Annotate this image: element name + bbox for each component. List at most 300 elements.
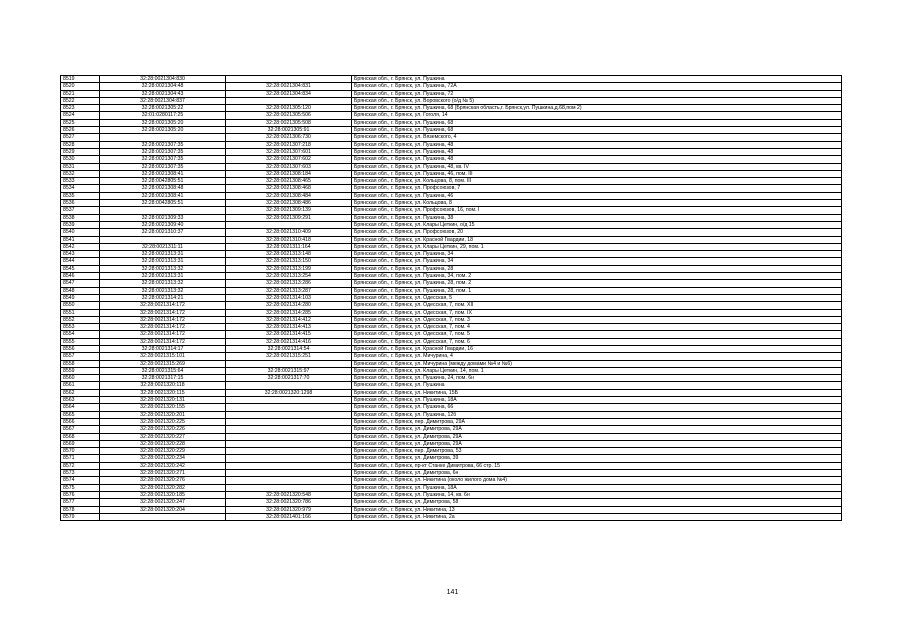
- row-number-cell: 8571: [61, 455, 100, 462]
- address-cell: Брянская обл., г. Брянск, ул. Кольцова, 8, пом. III: [352, 178, 842, 185]
- address-cell: Брянская обл., г. Брянск, ул. Пушкина, 28: [352, 265, 842, 272]
- cadastral-number-cell: 32:28:0021314:17: [100, 345, 226, 352]
- object-cadastral-number-cell: [226, 418, 352, 425]
- table-row: [61, 418, 842, 425]
- object-cadastral-number-cell: 32:28:0021305:508: [226, 119, 352, 126]
- row-number-cell: 8573: [61, 470, 100, 477]
- address-cell: Брянская обл., г. Брянск, ул. Одесская, 5: [352, 294, 842, 301]
- cadastral-number-cell: [100, 513, 226, 520]
- cadastral-number-cell: 32:28:0021313:31: [100, 258, 226, 265]
- row-number-cell: 8524: [61, 112, 100, 119]
- cadastral-number-cell: 32:28:0021314:172: [100, 338, 226, 345]
- address-cell: Брянская обл., г. Брянск, ул. Димитрова, 6н: [352, 470, 842, 477]
- row-number-cell: 8527: [61, 134, 100, 141]
- table-row: [61, 484, 842, 491]
- row-number-cell: 8566: [61, 418, 100, 425]
- object-cadastral-number-cell: 32:28:0021313:150: [226, 258, 352, 265]
- object-cadastral-number-cell: 32:28:0021308:468: [226, 185, 352, 192]
- table-row: [61, 265, 842, 272]
- table-row: [61, 185, 842, 192]
- address-cell: Брянская обл., г. Брянск, ул. Никитина, 13: [352, 506, 842, 513]
- cadastral-number-cell: 32:28:0021311:11: [100, 243, 226, 250]
- cadastral-number-cell: 32:28:0021307:35: [100, 148, 226, 155]
- cadastral-number-cell: 32:28:0021320:229: [100, 448, 226, 455]
- object-cadastral-number-cell: [226, 404, 352, 411]
- address-cell: Брянская обл., г. Брянск, ул. Димитрова, 29А: [352, 433, 842, 440]
- row-number-cell: 8572: [61, 462, 100, 469]
- row-number-cell: 8545: [61, 265, 100, 272]
- table-row: [61, 440, 842, 447]
- address-cell: Брянская обл., г. Брянск, ул. Пушкина, 24, пом. 6н: [352, 375, 842, 382]
- object-cadastral-number-cell: 32:28:0021307:601: [226, 148, 352, 155]
- cadastral-number-cell: 32:28:0021313:32: [100, 280, 226, 287]
- object-cadastral-number-cell: [226, 97, 352, 104]
- cadastral-number-cell: 32:01:0280117:25: [100, 112, 226, 119]
- cadastral-number-cell: 32:28:0021320:227: [100, 433, 226, 440]
- address-cell: Брянская обл., г. Брянск, ул. Пушкина, 66: [352, 404, 842, 411]
- row-number-cell: 8555: [61, 338, 100, 345]
- table-row: [61, 156, 842, 163]
- address-cell: Брянская обл., г. Брянск, ул. Пушкина, 12б: [352, 411, 842, 418]
- address-cell: Брянская обл., г. Брянск, ул. Профсоюзов, 20: [352, 229, 842, 236]
- cadastral-number-cell: 32:28:0021314:172: [100, 309, 226, 316]
- table-row: [61, 382, 842, 389]
- address-cell: Брянская обл., г. Брянск, ул. Пушкина, 38: [352, 214, 842, 221]
- table-row: [61, 258, 842, 265]
- object-cadastral-number-cell: 32:28:0021320:979: [226, 506, 352, 513]
- cadastral-number-cell: 32:28:0021315:64: [100, 367, 226, 374]
- object-cadastral-number-cell: [226, 455, 352, 462]
- table-row: [61, 251, 842, 258]
- object-cadastral-number-cell: 32:28:0021320:1298: [226, 389, 352, 396]
- address-cell: Брянская обл., г. Брянск, ул. Клары Цеткин, 14, пом. 1: [352, 367, 842, 374]
- address-cell: Брянская обл., г. Брянск, ул. Одесская, 7, пом. IX: [352, 309, 842, 316]
- address-cell: Брянская обл., г. Брянск, ул. Пушкина, 34, пом. 2: [352, 273, 842, 280]
- row-number-cell: 8528: [61, 141, 100, 148]
- page-number: 141: [446, 589, 459, 596]
- cadastral-number-cell: 32:28:0021314:172: [100, 302, 226, 309]
- table-row: [61, 426, 842, 433]
- address-cell: Брянская обл., г. Брянск, ул. Пушкина, 14, кв. 6н: [352, 491, 842, 498]
- object-cadastral-number-cell: [226, 221, 352, 228]
- object-cadastral-number-cell: [226, 76, 352, 83]
- cadastral-number-cell: 32:28:0021320:118: [100, 382, 226, 389]
- address-cell: Брянская обл., г. Брянск, пер. Димитрова, 29А: [352, 418, 842, 425]
- table-row: [61, 309, 842, 316]
- row-number-cell: 8531: [61, 163, 100, 170]
- object-cadastral-number-cell: 32:28:0021314:54: [226, 345, 352, 352]
- table-row: [61, 367, 842, 374]
- table-row: [61, 148, 842, 155]
- row-number-cell: 8538: [61, 214, 100, 221]
- row-number-cell: 8519: [61, 76, 100, 83]
- table-row: [61, 345, 842, 352]
- cadastral-number-cell: 32:28:0021308:48: [100, 185, 226, 192]
- cadastral-number-cell: 32:28:0021308:41: [100, 170, 226, 177]
- row-number-cell: 8550: [61, 302, 100, 309]
- row-number-cell: 8567: [61, 426, 100, 433]
- table-row: [61, 360, 842, 367]
- table-row: [61, 389, 842, 396]
- address-cell: Брянская обл., г. Брянск, ул. Пушкина, 46, пом. III: [352, 170, 842, 177]
- object-cadastral-number-cell: [226, 440, 352, 447]
- table-row: [61, 236, 842, 243]
- registry-table: [60, 75, 842, 521]
- address-cell: Брянская обл., г. Брянск, ул. Воровского (о/д № 5): [352, 97, 842, 104]
- row-number-cell: 8537: [61, 207, 100, 214]
- table-row: [61, 506, 842, 513]
- object-cadastral-number-cell: 32:28:0021315:97: [226, 367, 352, 374]
- row-number-cell: 8526: [61, 127, 100, 134]
- row-number-cell: 8562: [61, 389, 100, 396]
- cadastral-number-cell: 32:28:0021313:31: [100, 273, 226, 280]
- address-cell: Брянская обл., г. Брянск, ул. Профсоюзов, 7: [352, 185, 842, 192]
- object-cadastral-number-cell: [226, 426, 352, 433]
- address-cell: Брянская обл., г. Брянск, ул. Пушкина, 28, пом. 2: [352, 280, 842, 287]
- cadastral-number-cell: 32:28:0021314:172: [100, 331, 226, 338]
- object-cadastral-number-cell: 32:28:0021308:465: [226, 178, 352, 185]
- object-cadastral-number-cell: [226, 360, 352, 367]
- address-cell: Брянская обл., г. Брянск, ул. Пушкина, 72А: [352, 83, 842, 90]
- row-number-cell: 8543: [61, 251, 100, 258]
- cadastral-number-cell: 32:28:0021305:20: [100, 119, 226, 126]
- address-cell: Брянская обл., г. Брянск, ул. Вяземского, 4: [352, 134, 842, 141]
- row-number-cell: 8546: [61, 273, 100, 280]
- cadastral-number-cell: [100, 236, 226, 243]
- registry-table-body: [61, 76, 842, 521]
- cadastral-number-cell: 32:28:0021320:131: [100, 397, 226, 404]
- table-row: [61, 462, 842, 469]
- address-cell: Брянская обл., г. Брянск, ул. Одесская, 7, пом. 6: [352, 338, 842, 345]
- table-row: [61, 491, 842, 498]
- row-number-cell: 8544: [61, 258, 100, 265]
- address-cell: Брянская обл., г. Брянск, ул. Клары Цеткин, о/д 15: [352, 221, 842, 228]
- address-cell: Брянская обл., г. Брянск, ул. Никитина (около жилого дома №4): [352, 477, 842, 484]
- address-cell: Брянская обл., г. Брянск, ул. Пушкина, 48: [352, 148, 842, 155]
- object-cadastral-number-cell: 32:28:0021306:730: [226, 134, 352, 141]
- object-cadastral-number-cell: [226, 484, 352, 491]
- address-cell: Брянская обл., г. Брянск, ул. Пушкина, 48, кв. IV: [352, 163, 842, 170]
- object-cadastral-number-cell: 32:28:0021305:120: [226, 105, 352, 112]
- table-row: [61, 294, 842, 301]
- cadastral-number-cell: [100, 207, 226, 214]
- table-row: [61, 470, 842, 477]
- table-row: [61, 112, 842, 119]
- address-cell: Брянская обл., г. Брянск, ул. Пушкина, 34: [352, 258, 842, 265]
- object-cadastral-number-cell: 32:28:0021314:413: [226, 324, 352, 331]
- table-row: [61, 127, 842, 134]
- row-number-cell: 8551: [61, 309, 100, 316]
- address-cell: Брянская обл., г. Брянск, ул. Кольцова, 8: [352, 200, 842, 207]
- cadastral-number-cell: 32:28:0021320:204: [100, 506, 226, 513]
- address-cell: Брянская обл., г. Брянск, ул. Пушкина, 28, пом. 1: [352, 287, 842, 294]
- cadastral-number-cell: 32:28:0021320:155: [100, 404, 226, 411]
- cadastral-number-cell: 32:28:0021320:242: [100, 462, 226, 469]
- table-row: [61, 404, 842, 411]
- cadastral-number-cell: 32:28:0021304:43: [100, 90, 226, 97]
- cadastral-number-cell: 32:28:0042805:51: [100, 178, 226, 185]
- table-row: [61, 76, 842, 83]
- row-number-cell: 8563: [61, 397, 100, 404]
- object-cadastral-number-cell: 32:28:0021308:184: [226, 170, 352, 177]
- table-row: [61, 273, 842, 280]
- cadastral-number-cell: 32:28:0021315:269: [100, 360, 226, 367]
- cadastral-number-cell: 32:28:0021320:225: [100, 418, 226, 425]
- table-row: [61, 433, 842, 440]
- row-number-cell: 8522: [61, 97, 100, 104]
- address-cell: Брянская обл., г. Брянск, ул. Пушкина, 68: [352, 127, 842, 134]
- table-row: [61, 200, 842, 207]
- address-cell: Брянская обл., г. Брянск, ул. Профсоюзов, 16, пом. I: [352, 207, 842, 214]
- row-number-cell: 8558: [61, 360, 100, 367]
- cadastral-number-cell: 32:28:0021320:234: [100, 455, 226, 462]
- object-cadastral-number-cell: 32:28:0021314:103: [226, 294, 352, 301]
- object-cadastral-number-cell: 32:28:0021314:285: [226, 309, 352, 316]
- cadastral-number-cell: 32:28:0021307:35: [100, 163, 226, 170]
- table-row: [61, 141, 842, 148]
- row-number-cell: 8521: [61, 90, 100, 97]
- cadastral-number-cell: 32:28:0021314:172: [100, 324, 226, 331]
- object-cadastral-number-cell: 32:28:0021314:416: [226, 338, 352, 345]
- row-number-cell: 8539: [61, 221, 100, 228]
- address-cell: Брянская обл., г. Брянск, ул. Пушкина: [352, 76, 842, 83]
- address-cell: Брянская обл., г. Брянск, ул. Одесская, 7, пом. 5: [352, 331, 842, 338]
- row-number-cell: 8565: [61, 411, 100, 418]
- cadastral-number-cell: 32:28:0021304:837: [100, 97, 226, 104]
- row-number-cell: 8556: [61, 345, 100, 352]
- table-row: [61, 477, 842, 484]
- row-number-cell: 8559: [61, 367, 100, 374]
- table-row: [61, 411, 842, 418]
- cadastral-number-cell: 32:28:0021309:40: [100, 221, 226, 228]
- table-row: [61, 302, 842, 309]
- object-cadastral-number-cell: 32:28:0021320:786: [226, 499, 352, 506]
- row-number-cell: 8549: [61, 294, 100, 301]
- row-number-cell: 8574: [61, 477, 100, 484]
- object-cadastral-number-cell: [226, 433, 352, 440]
- address-cell: Брянская обл., г. Брянск, пр-кт Станке Димитрова, 66 стр. 15: [352, 462, 842, 469]
- object-cadastral-number-cell: [226, 397, 352, 404]
- cadastral-number-cell: 32:28:0021320:226: [100, 426, 226, 433]
- object-cadastral-number-cell: 32:28:0021309:291: [226, 214, 352, 221]
- cadastral-number-cell: 32:28:0021304:830: [100, 76, 226, 83]
- row-number-cell: 8568: [61, 433, 100, 440]
- row-number-cell: 8576: [61, 491, 100, 498]
- cadastral-number-cell: 32:28:0021305:20: [100, 127, 226, 134]
- address-cell: Брянская обл., г. Брянск, ул. Мичурина, 4: [352, 353, 842, 360]
- object-cadastral-number-cell: 32:28:0021310:418: [226, 236, 352, 243]
- address-cell: Брянская обл., г. Брянск, ул. Никитина, 15Б: [352, 389, 842, 396]
- row-number-cell: 8577: [61, 499, 100, 506]
- address-cell: Брянская обл., г. Брянск, ул. Одесская, 7, пом. 4: [352, 324, 842, 331]
- cadastral-number-cell: 32:28:0021314:172: [100, 316, 226, 323]
- object-cadastral-number-cell: 32:28:0021308:486: [226, 200, 352, 207]
- address-cell: Брянская обл., г. Брянск, ул. Пушкина, 68 (Брянская область,г. Брянск,ул. Пушкина,д.68,пом 2): [352, 105, 842, 112]
- cadastral-number-cell: 32:28:0021313:31: [100, 251, 226, 258]
- row-number-cell: 8569: [61, 440, 100, 447]
- address-cell: Брянская обл., г. Брянск, ул. Пушкина, 34: [352, 251, 842, 258]
- row-number-cell: 8554: [61, 331, 100, 338]
- table-row: [61, 134, 842, 141]
- cadastral-number-cell: 32:28:0021320:201: [100, 411, 226, 418]
- row-number-cell: 8547: [61, 280, 100, 287]
- table-row: [61, 448, 842, 455]
- table-row: [61, 316, 842, 323]
- address-cell: Брянская обл., г. Брянск, ул. Димитрова, 39: [352, 455, 842, 462]
- table-row: [61, 280, 842, 287]
- object-cadastral-number-cell: 32:28:0021307:603: [226, 163, 352, 170]
- address-cell: Брянская обл., г. Брянск, ул. Пушкина, 48: [352, 141, 842, 148]
- row-number-cell: 8557: [61, 353, 100, 360]
- address-cell: Брянская обл., г. Брянск, ул. Димитрова, 29А: [352, 426, 842, 433]
- object-cadastral-number-cell: 32:28:0021304:834: [226, 90, 352, 97]
- object-cadastral-number-cell: [226, 470, 352, 477]
- address-cell: Брянская обл., г. Брянск, ул. Димитрова, 29А: [352, 440, 842, 447]
- object-cadastral-number-cell: 32:28:0021305:506: [226, 112, 352, 119]
- row-number-cell: 8579: [61, 513, 100, 520]
- address-cell: Брянская обл., г. Брянск, ул. Пушкина, 18А: [352, 484, 842, 491]
- table-row: [61, 513, 842, 520]
- cadastral-number-cell: 32:28:0021313:32: [100, 265, 226, 272]
- object-cadastral-number-cell: 32:28:0021313:287: [226, 287, 352, 294]
- table-row: [61, 331, 842, 338]
- row-number-cell: 8523: [61, 105, 100, 112]
- object-cadastral-number-cell: 32:28:0021314:415: [226, 331, 352, 338]
- table-row: [61, 97, 842, 104]
- object-cadastral-number-cell: [226, 411, 352, 418]
- object-cadastral-number-cell: [226, 382, 352, 389]
- object-cadastral-number-cell: [226, 462, 352, 469]
- address-cell: Брянская обл., г. Брянск, ул. Красной Гвардии, 16: [352, 345, 842, 352]
- table-row: [61, 229, 842, 236]
- row-number-cell: 8553: [61, 324, 100, 331]
- object-cadastral-number-cell: 32:28:0021314:280: [226, 302, 352, 309]
- cadastral-number-cell: 32:28:0021308:41: [100, 192, 226, 199]
- table-row: [61, 324, 842, 331]
- cadastral-number-cell: 32:28:0021314:21: [100, 294, 226, 301]
- cadastral-number-cell: 32:28:0021305:22: [100, 105, 226, 112]
- row-number-cell: 8560: [61, 375, 100, 382]
- object-cadastral-number-cell: 32:28:0021313:148: [226, 251, 352, 258]
- table-row: [61, 192, 842, 199]
- object-cadastral-number-cell: 32:28:0021313:254: [226, 273, 352, 280]
- address-cell: Брянская обл., г. Брянск, ул. Мичурина (между домами №4 и №6): [352, 360, 842, 367]
- row-number-cell: 8532: [61, 170, 100, 177]
- row-number-cell: 8542: [61, 243, 100, 250]
- address-cell: Брянская обл., г. Брянск, ул. Клары Цеткин, 29, пом. 1: [352, 243, 842, 250]
- address-cell: Брянская обл., г. Брянск, ул. Гоголя, 14: [352, 112, 842, 119]
- row-number-cell: 8578: [61, 506, 100, 513]
- row-number-cell: 8548: [61, 287, 100, 294]
- row-number-cell: 8561: [61, 382, 100, 389]
- address-cell: Брянская обл., г. Брянск, ул. Одесская, 7, пом. 3: [352, 316, 842, 323]
- object-cadastral-number-cell: 32:28:0021314:412: [226, 316, 352, 323]
- cadastral-number-cell: 32:28:0042805:51: [100, 200, 226, 207]
- cadastral-number-cell: 32:28:0021307:35: [100, 141, 226, 148]
- object-cadastral-number-cell: 32:28:0021313:199: [226, 265, 352, 272]
- address-cell: Брянская обл., г. Брянск, ул. Одесская, 7, пом. XII: [352, 302, 842, 309]
- address-cell: Брянская обл., г. Брянск, ул. Димитрова, 58: [352, 499, 842, 506]
- table-row: [61, 207, 842, 214]
- address-cell: Брянская обл., г. Брянск, ул. Пушкина, 68: [352, 119, 842, 126]
- table-row: [61, 287, 842, 294]
- table-row: [61, 170, 842, 177]
- object-cadastral-number-cell: 32:28:0021311:164: [226, 243, 352, 250]
- table-row: [61, 375, 842, 382]
- address-cell: Брянская обл., г. Брянск, ул. Пушкина, 48: [352, 156, 842, 163]
- table-row: [61, 105, 842, 112]
- cadastral-number-cell: 32:28:0021313:32: [100, 287, 226, 294]
- object-cadastral-number-cell: 32:28:0021307:218: [226, 141, 352, 148]
- row-number-cell: 8564: [61, 404, 100, 411]
- address-cell: Брянская обл., г. Брянск, пер. Димитрова, 53: [352, 448, 842, 455]
- row-number-cell: 8541: [61, 236, 100, 243]
- object-cadastral-number-cell: 32:28:0021304:831: [226, 83, 352, 90]
- row-number-cell: 8540: [61, 229, 100, 236]
- row-number-cell: 8525: [61, 119, 100, 126]
- address-cell: Брянская обл., г. Брянск, ул. Пушкина, 72: [352, 90, 842, 97]
- cadastral-number-cell: 32:28:0021320:247: [100, 499, 226, 506]
- cadastral-number-cell: 32:28:0021317:15: [100, 375, 226, 382]
- row-number-cell: 8535: [61, 192, 100, 199]
- cadastral-number-cell: 32:28:0021304:48: [100, 83, 226, 90]
- table-row: [61, 397, 842, 404]
- cadastral-number-cell: 32:28:0021310:37: [100, 229, 226, 236]
- address-cell: Брянская обл., г. Брянск, ул. Пушкина: [352, 382, 842, 389]
- row-number-cell: 8530: [61, 156, 100, 163]
- object-cadastral-number-cell: 32:28:0021313:286: [226, 280, 352, 287]
- row-number-cell: 8570: [61, 448, 100, 455]
- row-number-cell: 8533: [61, 178, 100, 185]
- table-row: [61, 499, 842, 506]
- object-cadastral-number-cell: 32:28:0021308:484: [226, 192, 352, 199]
- object-cadastral-number-cell: 32:28:0021307:602: [226, 156, 352, 163]
- cadastral-number-cell: 32:28:0021320:185: [100, 491, 226, 498]
- cadastral-number-cell: 32:28:0021320:271: [100, 470, 226, 477]
- table-row: [61, 119, 842, 126]
- cadastral-number-cell: 32:28:0021320:115: [100, 389, 226, 396]
- object-cadastral-number-cell: 32:28:0021309:139: [226, 207, 352, 214]
- object-cadastral-number-cell: 32:28:0021310:409: [226, 229, 352, 236]
- table-row: [61, 90, 842, 97]
- table-row: [61, 243, 842, 250]
- row-number-cell: 8536: [61, 200, 100, 207]
- address-cell: Брянская обл., г. Брянск, ул. Пушкина, 18А: [352, 397, 842, 404]
- object-cadastral-number-cell: 32:28:0021401:166: [226, 513, 352, 520]
- address-cell: Брянская обл., г. Брянск, ул. Красной Гвардии, 18: [352, 236, 842, 243]
- row-number-cell: 8534: [61, 185, 100, 192]
- table-row: [61, 214, 842, 221]
- row-number-cell: 8575: [61, 484, 100, 491]
- row-number-cell: 8529: [61, 148, 100, 155]
- cadastral-number-cell: 32:28:0021307:35: [100, 156, 226, 163]
- cadastral-number-cell: 32:28:0021315:101: [100, 353, 226, 360]
- object-cadastral-number-cell: 32:28:0021315:251: [226, 353, 352, 360]
- table-row: [61, 163, 842, 170]
- table-row: [61, 83, 842, 90]
- cadastral-number-cell: 32:28:0021320:228: [100, 440, 226, 447]
- table-row: [61, 455, 842, 462]
- table-row: [61, 338, 842, 345]
- object-cadastral-number-cell: [226, 448, 352, 455]
- address-cell: Брянская обл., г. Брянск, ул. Пушкина, 46: [352, 192, 842, 199]
- object-cadastral-number-cell: [226, 477, 352, 484]
- object-cadastral-number-cell: 32:28:0021317:70: [226, 375, 352, 382]
- object-cadastral-number-cell: 32:28:0021305:91: [226, 127, 352, 134]
- cadastral-number-cell: 32:28:0021320:282: [100, 484, 226, 491]
- table-row: [61, 221, 842, 228]
- object-cadastral-number-cell: 32:28:0021320:548: [226, 491, 352, 498]
